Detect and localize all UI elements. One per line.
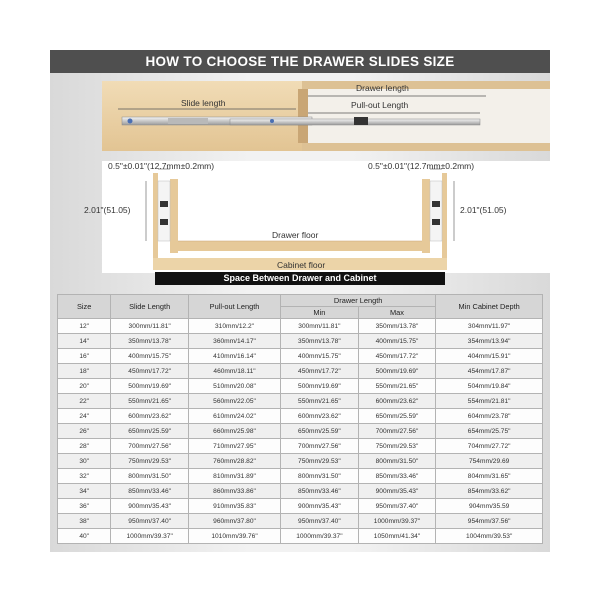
cell-min-cabinet-depth: 704mm/27.72" xyxy=(436,439,543,454)
gap-right-label: 0.5"±0.01"(12.7mm±0.2mm) xyxy=(368,161,475,171)
table-row xyxy=(58,319,543,334)
slide-left-mark xyxy=(160,219,168,225)
cell-drawer-max: 650mm/25.59" xyxy=(358,409,436,424)
header-size: Size xyxy=(58,295,111,319)
cell-slide-length: 350mm/13.78" xyxy=(111,334,189,349)
cell-pullout-length: 910mm/35.83" xyxy=(188,499,280,514)
drawer-diagram-drawing xyxy=(50,73,550,290)
drawer-front xyxy=(298,89,308,143)
cell-slide-length: 550mm/21.65" xyxy=(111,394,189,409)
table-row xyxy=(58,469,543,484)
cabinet-floor-label: Cabinet floor xyxy=(277,260,326,270)
pullout-area xyxy=(302,89,550,143)
table-row xyxy=(58,514,543,529)
cell-min-cabinet-depth: 454mm/17.87" xyxy=(436,364,543,379)
cell-min-cabinet-depth: 904mm/35.59 xyxy=(436,499,543,514)
cell-min-cabinet-depth: 404mm/15.91" xyxy=(436,349,543,364)
cell-drawer-min: 300mm/11.81" xyxy=(281,319,359,334)
cell-size: 20" xyxy=(58,379,111,394)
table-row xyxy=(58,409,543,424)
cell-min-cabinet-depth: 354mm/13.94" xyxy=(436,334,543,349)
gap-left-label: 0.5"±0.01"(12.7mm±0.2mm) xyxy=(108,161,215,171)
space-caption: Space Between Drawer and Cabinet xyxy=(155,272,445,285)
cell-pullout-length: 960mm/37.80" xyxy=(188,514,280,529)
cabinet-wall-left xyxy=(153,173,158,261)
cell-pullout-length: 460mm/18.11" xyxy=(188,364,280,379)
cell-drawer-max: 500mm/19.69" xyxy=(358,364,436,379)
cell-drawer-max: 950mm/37.40" xyxy=(358,499,436,514)
slide-right-mark xyxy=(432,219,440,225)
table-row xyxy=(58,454,543,469)
cell-drawer-max: 400mm/15.75" xyxy=(358,334,436,349)
cell-min-cabinet-depth: 604mm/23.78" xyxy=(436,409,543,424)
slide-length-label: Slide length xyxy=(181,98,226,108)
cell-drawer-min: 950mm/37.40" xyxy=(281,514,359,529)
size-table xyxy=(57,294,543,544)
cell-pullout-length: 1010mm/39.76" xyxy=(188,529,280,544)
cell-size: 32" xyxy=(58,469,111,484)
cell-min-cabinet-depth: 504mm/19.84" xyxy=(436,379,543,394)
cabinet-wall-right xyxy=(442,173,447,261)
cell-drawer-max: 1050mm/41.34" xyxy=(358,529,436,544)
cell-pullout-length: 710mm/27.95" xyxy=(188,439,280,454)
slide-left-mark xyxy=(160,201,168,207)
cell-drawer-max: 700mm/27.56" xyxy=(358,424,436,439)
cell-size: 26" xyxy=(58,424,111,439)
cell-drawer-min: 400mm/15.75" xyxy=(281,349,359,364)
cell-size: 16" xyxy=(58,349,111,364)
cell-drawer-min: 750mm/29.53" xyxy=(281,454,359,469)
cell-slide-length: 650mm/25.59" xyxy=(111,424,189,439)
drawer-floor-label: Drawer floor xyxy=(272,230,319,240)
header-max: Max xyxy=(358,307,436,319)
cell-slide-length: 850mm/33.46" xyxy=(111,484,189,499)
cell-pullout-length: 410mm/16.14" xyxy=(188,349,280,364)
size-table-body xyxy=(58,319,543,544)
header-min-cabinet-depth: Min Cabinet Depth xyxy=(436,295,543,319)
cell-size: 34" xyxy=(58,484,111,499)
cell-slide-length: 700mm/27.56" xyxy=(111,439,189,454)
cell-pullout-length: 310mm/12.2" xyxy=(188,319,280,334)
cell-size: 40" xyxy=(58,529,111,544)
slide-right-mark xyxy=(432,201,440,207)
slide-right xyxy=(430,181,442,241)
cell-slide-length: 600mm/23.62" xyxy=(111,409,189,424)
table-row xyxy=(58,379,543,394)
cell-drawer-max: 550mm/21.65" xyxy=(358,379,436,394)
cell-drawer-max: 600mm/23.62" xyxy=(358,394,436,409)
cell-drawer-min: 900mm/35.43" xyxy=(281,499,359,514)
slide-left xyxy=(158,181,170,241)
cell-drawer-min: 500mm/19.69" xyxy=(281,379,359,394)
drawer-box xyxy=(102,81,302,151)
cabinet-top-edge xyxy=(302,81,550,89)
cell-size: 28" xyxy=(58,439,111,454)
table-row xyxy=(58,364,543,379)
cell-slide-length: 900mm/35.43" xyxy=(111,499,189,514)
cell-pullout-length: 810mm/31.89" xyxy=(188,469,280,484)
cell-drawer-max: 800mm/31.50" xyxy=(358,454,436,469)
cell-drawer-max: 900mm/35.43" xyxy=(358,484,436,499)
cell-drawer-max: 850mm/33.46" xyxy=(358,469,436,484)
slide-clip xyxy=(354,117,368,125)
table-row xyxy=(58,424,543,439)
drawer-length-label: Drawer length xyxy=(356,83,409,93)
cell-drawer-min: 1000mm/39.37" xyxy=(281,529,359,544)
table-row xyxy=(58,334,543,349)
cell-drawer-max: 450mm/17.72" xyxy=(358,349,436,364)
cell-size: 24" xyxy=(58,409,111,424)
table-row xyxy=(58,349,543,364)
cell-min-cabinet-depth: 804mm/31.65" xyxy=(436,469,543,484)
cell-size: 18" xyxy=(58,364,111,379)
cell-min-cabinet-depth: 304mm/11.97" xyxy=(436,319,543,334)
cell-min-cabinet-depth: 854mm/33.62" xyxy=(436,484,543,499)
cell-size: 36" xyxy=(58,499,111,514)
cell-size: 22" xyxy=(58,394,111,409)
cell-size: 12" xyxy=(58,319,111,334)
cell-pullout-length: 660mm/25.98" xyxy=(188,424,280,439)
cell-slide-length: 400mm/15.75" xyxy=(111,349,189,364)
cell-size: 38" xyxy=(58,514,111,529)
cell-size: 14" xyxy=(58,334,111,349)
table-row xyxy=(58,394,543,409)
cell-drawer-min: 450mm/17.72" xyxy=(281,364,359,379)
cell-min-cabinet-depth: 754mm/29.69 xyxy=(436,454,543,469)
pullout-length-label: Pull-out Length xyxy=(351,100,409,110)
table-row xyxy=(58,439,543,454)
cell-pullout-length: 610mm/24.02" xyxy=(188,409,280,424)
cell-slide-length: 750mm/29.53" xyxy=(111,454,189,469)
slide-screw xyxy=(270,119,274,123)
cell-drawer-min: 700mm/27.56" xyxy=(281,439,359,454)
cabinet-bottom-edge xyxy=(302,143,550,151)
drawer-diagram xyxy=(50,73,550,290)
slide-bearing xyxy=(168,118,208,124)
table-row xyxy=(58,499,543,514)
drawer-wall-left xyxy=(170,179,178,253)
cell-pullout-length: 860mm/33.86" xyxy=(188,484,280,499)
cell-min-cabinet-depth: 654mm/25.75" xyxy=(436,424,543,439)
drawer-wall-right xyxy=(422,179,430,253)
drawer-floor xyxy=(178,241,422,251)
cell-min-cabinet-depth: 954mm/37.56" xyxy=(436,514,543,529)
cell-slide-length: 300mm/11.81" xyxy=(111,319,189,334)
cell-slide-length: 1000mm/39.37" xyxy=(111,529,189,544)
cell-slide-length: 500mm/19.69" xyxy=(111,379,189,394)
height-right-label: 2.01"(51.05) xyxy=(460,205,507,215)
cell-drawer-min: 800mm/31.50" xyxy=(281,469,359,484)
cell-min-cabinet-depth: 1004mm/39.53" xyxy=(436,529,543,544)
cell-pullout-length: 560mm/22.05" xyxy=(188,394,280,409)
cell-slide-length: 950mm/37.40" xyxy=(111,514,189,529)
cell-pullout-length: 760mm/28.82" xyxy=(188,454,280,469)
table-row xyxy=(58,484,543,499)
page-title: HOW TO CHOOSE THE DRAWER SLIDES SIZE xyxy=(50,50,550,73)
height-left-label: 2.01"(51.05) xyxy=(84,205,131,215)
cell-slide-length: 450mm/17.72" xyxy=(111,364,189,379)
cell-drawer-min: 550mm/21.65" xyxy=(281,394,359,409)
cell-size: 30" xyxy=(58,454,111,469)
cell-drawer-max: 1000mm/39.37" xyxy=(358,514,436,529)
cell-drawer-min: 650mm/25.59" xyxy=(281,424,359,439)
header-drawer-length: Drawer Length xyxy=(281,295,436,307)
header-slide-length: Slide Length xyxy=(111,295,189,319)
slide-screw xyxy=(128,119,133,124)
cell-drawer-min: 350mm/13.78" xyxy=(281,334,359,349)
cell-drawer-min: 850mm/33.46" xyxy=(281,484,359,499)
header-min: Min xyxy=(281,307,359,319)
header-pullout-length: Pull-out Length xyxy=(188,295,280,319)
cell-slide-length: 800mm/31.50" xyxy=(111,469,189,484)
table-row xyxy=(58,529,543,544)
cell-min-cabinet-depth: 554mm/21.81" xyxy=(436,394,543,409)
cell-pullout-length: 360mm/14.17" xyxy=(188,334,280,349)
cell-drawer-max: 350mm/13.78" xyxy=(358,319,436,334)
cell-pullout-length: 510mm/20.08" xyxy=(188,379,280,394)
cell-drawer-max: 750mm/29.53" xyxy=(358,439,436,454)
cell-drawer-min: 600mm/23.62" xyxy=(281,409,359,424)
